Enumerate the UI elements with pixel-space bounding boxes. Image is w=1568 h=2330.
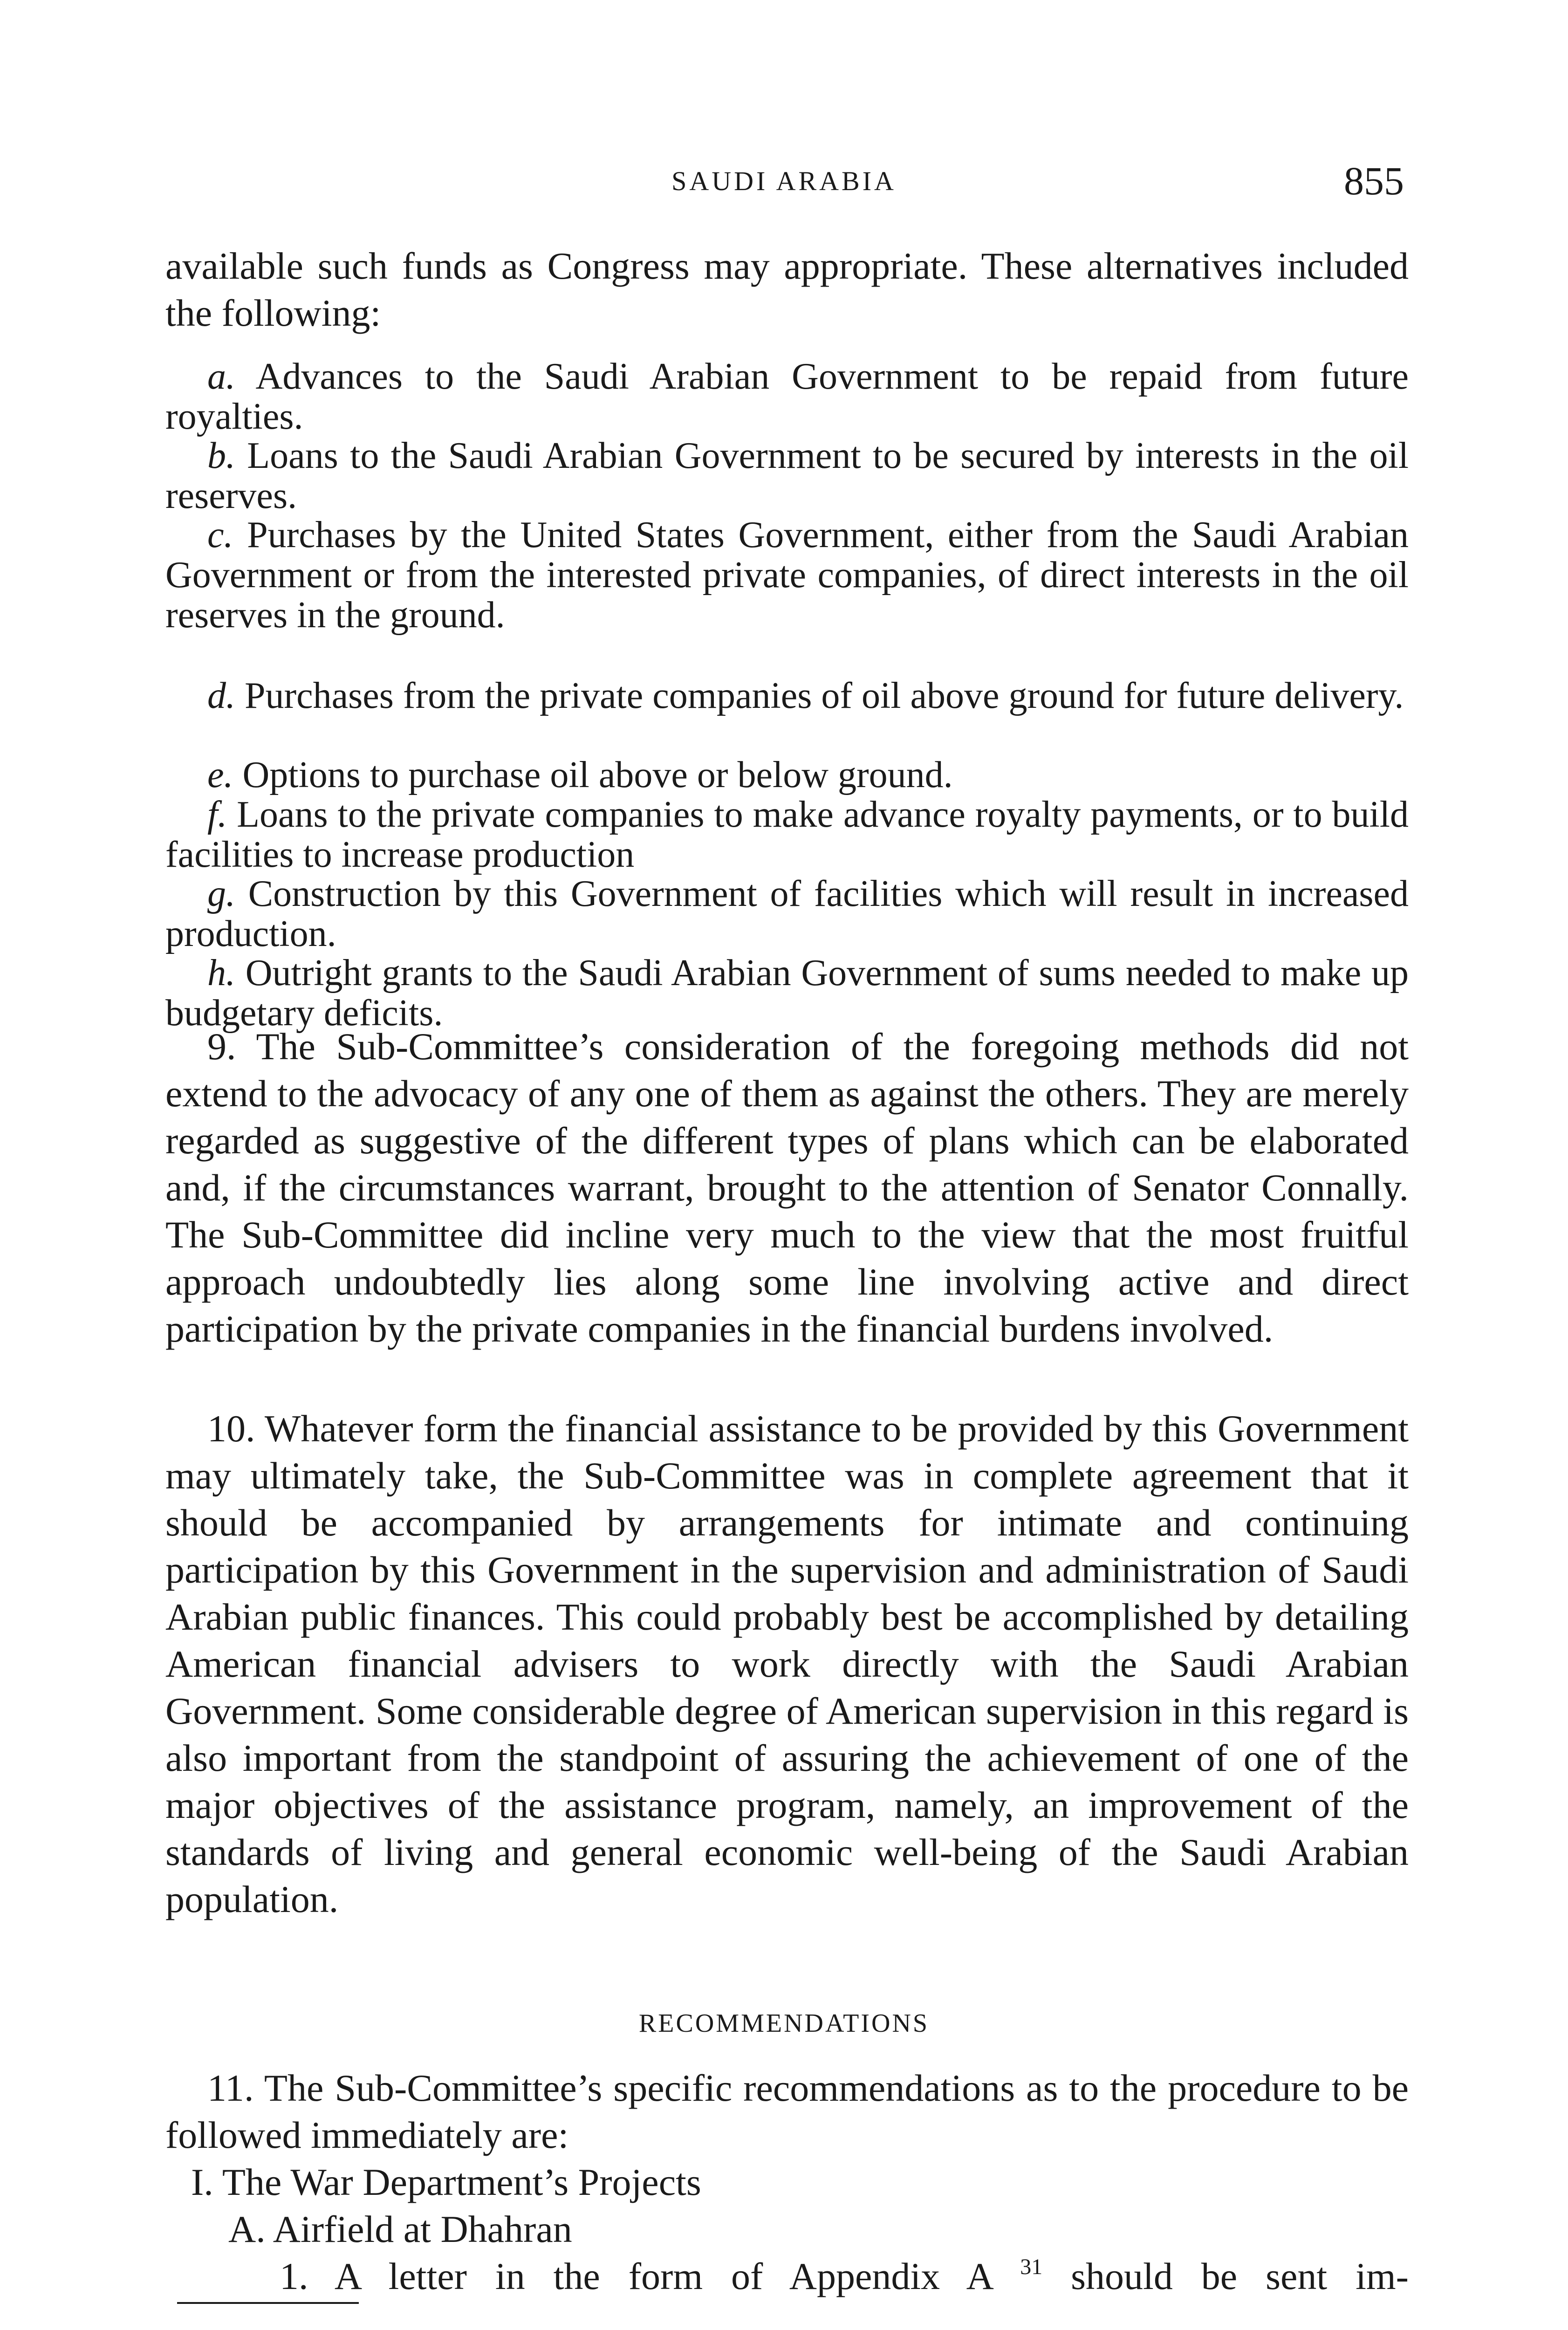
footnote-reference: 31	[1020, 2255, 1043, 2279]
list-item	[165, 755, 1409, 795]
list-item	[165, 515, 1409, 635]
outline-text: 1. A letter in the form of Appendix A	[280, 2255, 992, 2297]
item-letter: b.	[207, 435, 235, 476]
list-item	[165, 795, 1409, 875]
list-item	[165, 356, 1409, 437]
item-letter: e.	[207, 754, 233, 795]
list-item	[165, 436, 1409, 516]
item-text: Options to purchase oil above or below ground.	[242, 754, 953, 795]
page-number: 855	[1344, 158, 1404, 203]
item-letter: a.	[207, 356, 235, 397]
item-text: Loans to the Saudi Arabian Government to be secured by interests in the oil reserves.	[165, 435, 1409, 516]
item-text: Loans to the private companies to make advance royalty payments, or to build facilities to increase production	[165, 794, 1409, 875]
item-text: Purchases by the United States Government, either from the Saudi Arabian Government or from the interested private companies, of direct interests in the oil reserves in the ground.	[165, 514, 1409, 636]
item-text: Purchases from the private companies of oil above ground for future delivery.	[245, 675, 1404, 716]
outline-text-continued: should be sent im-	[1042, 2255, 1409, 2297]
item-letter: h.	[207, 953, 235, 994]
list-item	[165, 676, 1409, 716]
list-item	[165, 874, 1409, 954]
list-item	[165, 953, 1409, 1033]
section-heading: RECOMMENDATIONS	[638, 2009, 930, 2038]
intro-paragraph: available such funds as Congress may appropriate. These alternatives included the following:	[165, 245, 1409, 334]
item-letter: d.	[207, 675, 235, 716]
paragraph-9: 9. The Sub-Committee’s consideration of the foregoing methods did not extend to the advocacy of any one of them as against the others. They are merely regarded as suggestive of the different types of plans which can be elaborated and, if the circumstances warrant, brought to the attention of Senator Connally. The Sub-Committee did incline very much to the view that the most fruitful approach undoubtedly lies along some line involving active and direct participation by the private companies in the financial burdens involved.	[165, 1025, 1409, 1350]
paragraph-11: 11. The Sub-Committee’s specific recommendations as to the procedure to be followed immediately are:	[165, 2067, 1409, 2156]
running-title: SAUDI ARABIA	[671, 166, 897, 196]
item-letter: f.	[207, 794, 227, 835]
outline-level-1: I. The War Department’s Projects	[191, 2161, 701, 2203]
item-letter: c.	[207, 514, 233, 555]
item-text: Construction by this Government of facilities which will result in increased production.	[165, 873, 1409, 954]
outline-level-3	[280, 2253, 1409, 2300]
item-text: Advances to the Saudi Arabian Government to be repaid from future royalties.	[165, 356, 1409, 437]
paragraph-10: 10. Whatever form the financial assistance to be provided by this Government may ultimately take, the Sub-Committee was in complete agreement that it should be accompanied by arrangements for intimate and continuing participation by this Government in the supervision and administration of Saudi Arabian public finances. This could probably best be accomplished by detailing American financial advisers to work directly with the Saudi Arabian Government. Some considerable degree of American supervision in this regard is also important from the standpoint of assuring the achievement of one of the major objectives of the assistance program, namely, an improvement of the standards of living and general economic well-being of the Saudi Arabian population.	[165, 1407, 1409, 1920]
item-letter: g.	[207, 873, 235, 914]
item-text: Outright grants to the Saudi Arabian Government of sums needed to make up budgetary deficits.	[165, 953, 1409, 1034]
outline-level-2: A. Airfield at Dhahran	[228, 2208, 572, 2250]
footnote-rule	[177, 2302, 359, 2304]
